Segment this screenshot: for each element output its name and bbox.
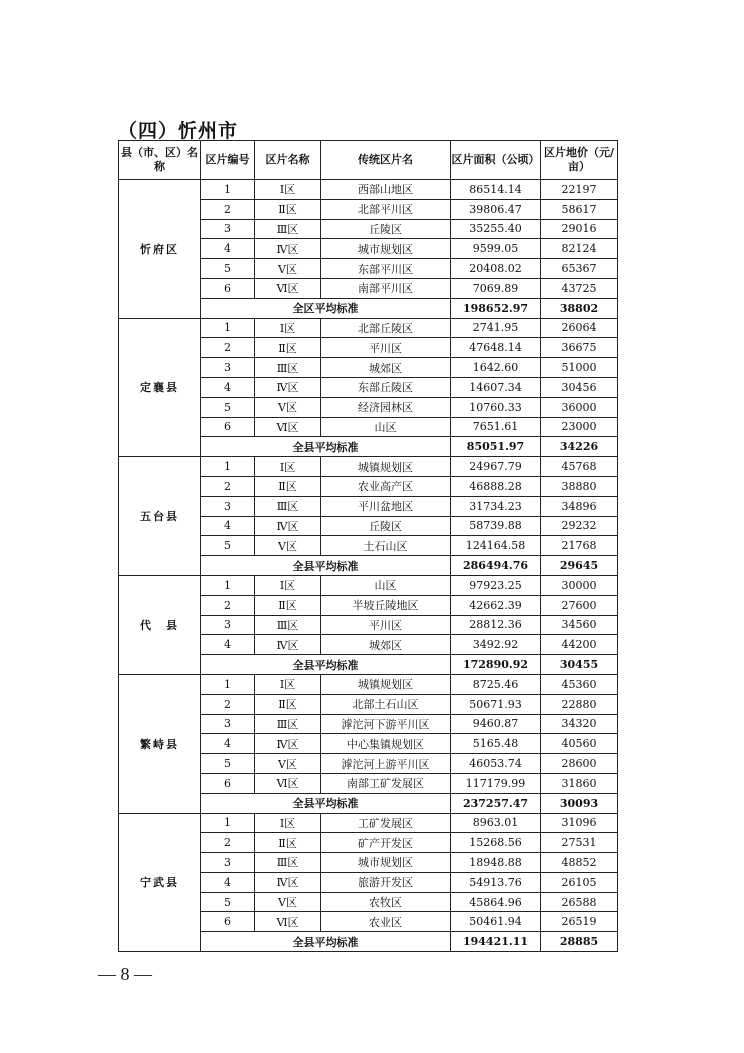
average-price: 30455 <box>541 655 618 675</box>
traditional-name-cell: 半坡丘陵地区 <box>321 595 451 615</box>
price-cell: 21768 <box>541 536 618 556</box>
zone-number-cell: 1 <box>201 180 255 200</box>
area-cell: 24967.79 <box>451 457 541 477</box>
zone-number-cell: 4 <box>201 734 255 754</box>
zone-number-cell: 2 <box>201 476 255 496</box>
zone-name-cell: Ⅵ区 <box>255 912 321 932</box>
page-title: （四）忻州市 <box>118 120 239 142</box>
traditional-name-cell: 土石山区 <box>321 536 451 556</box>
area-cell: 3492.92 <box>451 635 541 655</box>
area-cell: 54913.76 <box>451 872 541 892</box>
traditional-name-cell: 工矿发展区 <box>321 813 451 833</box>
traditional-name-cell: 城郊区 <box>321 358 451 378</box>
zone-number-cell: 4 <box>201 377 255 397</box>
header-county: 县（市、区）名称 <box>119 141 201 180</box>
area-cell: 46888.28 <box>451 476 541 496</box>
area-cell: 14607.34 <box>451 377 541 397</box>
traditional-name-cell: 旅游开发区 <box>321 872 451 892</box>
traditional-name-cell: 平川区 <box>321 338 451 358</box>
zone-number-cell: 2 <box>201 199 255 219</box>
table-row <box>119 318 618 338</box>
average-area: 286494.76 <box>451 556 541 576</box>
price-cell: 36000 <box>541 397 618 417</box>
zone-number-cell: 3 <box>201 615 255 635</box>
average-area: 172890.92 <box>451 655 541 675</box>
traditional-name-cell: 经济园林区 <box>321 397 451 417</box>
area-cell: 39806.47 <box>451 199 541 219</box>
traditional-name-cell: 丘陵区 <box>321 219 451 239</box>
county-name: 五台县 <box>119 457 201 576</box>
zone-number-cell: 4 <box>201 872 255 892</box>
price-cell: 26105 <box>541 872 618 892</box>
price-cell: 27600 <box>541 595 618 615</box>
traditional-name-cell: 滹沱河下游平川区 <box>321 714 451 734</box>
zone-number-cell: 1 <box>201 575 255 595</box>
zone-number-cell: 3 <box>201 853 255 873</box>
zone-number-cell: 1 <box>201 318 255 338</box>
header-price: 区片地价（元/亩） <box>541 141 618 180</box>
price-cell: 34560 <box>541 615 618 635</box>
area-cell: 124164.58 <box>451 536 541 556</box>
header-traditional-name: 传统区片名 <box>321 141 451 180</box>
county-name: 代 县 <box>119 575 201 674</box>
area-cell: 7069.89 <box>451 278 541 298</box>
average-area: 194421.11 <box>451 932 541 952</box>
zone-name-cell: Ⅵ区 <box>255 278 321 298</box>
average-label: 全县平均标准 <box>201 437 451 457</box>
traditional-name-cell: 山区 <box>321 417 451 437</box>
price-cell: 45768 <box>541 457 618 477</box>
zone-name-cell: Ⅰ区 <box>255 318 321 338</box>
price-cell: 30000 <box>541 575 618 595</box>
price-cell: 29016 <box>541 219 618 239</box>
area-cell: 8963.01 <box>451 813 541 833</box>
county-name: 忻府区 <box>119 180 201 319</box>
zone-name-cell: Ⅲ区 <box>255 714 321 734</box>
area-cell: 1642.60 <box>451 358 541 378</box>
area-cell: 46053.74 <box>451 754 541 774</box>
area-cell: 10760.33 <box>451 397 541 417</box>
price-cell: 31860 <box>541 773 618 793</box>
price-cell: 34896 <box>541 496 618 516</box>
price-cell: 26519 <box>541 912 618 932</box>
zone-name-cell: Ⅵ区 <box>255 417 321 437</box>
price-cell: 26588 <box>541 892 618 912</box>
zone-number-cell: 3 <box>201 358 255 378</box>
price-cell: 30456 <box>541 377 618 397</box>
zone-name-cell: Ⅱ区 <box>255 694 321 714</box>
area-cell: 97923.25 <box>451 575 541 595</box>
header-area: 区片面积（公顷） <box>451 141 541 180</box>
zone-name-cell: Ⅵ区 <box>255 773 321 793</box>
traditional-name-cell: 南部工矿发展区 <box>321 773 451 793</box>
zone-name-cell: Ⅴ区 <box>255 536 321 556</box>
average-price: 28885 <box>541 932 618 952</box>
average-label: 全区平均标准 <box>201 298 451 318</box>
zone-name-cell: Ⅱ区 <box>255 338 321 358</box>
zone-number-cell: 5 <box>201 259 255 279</box>
price-cell: 43725 <box>541 278 618 298</box>
average-label: 全县平均标准 <box>201 932 451 952</box>
area-cell: 15268.56 <box>451 833 541 853</box>
table-row <box>119 457 618 477</box>
county-name: 定襄县 <box>119 318 201 457</box>
traditional-name-cell: 西部山地区 <box>321 180 451 200</box>
zone-number-cell: 1 <box>201 457 255 477</box>
price-cell: 44200 <box>541 635 618 655</box>
county-name: 繁峙县 <box>119 674 201 813</box>
zone-name-cell: Ⅲ区 <box>255 496 321 516</box>
traditional-name-cell: 矿产开发区 <box>321 833 451 853</box>
traditional-name-cell: 东部丘陵区 <box>321 377 451 397</box>
zone-number-cell: 4 <box>201 635 255 655</box>
page-number: — 8 — <box>98 964 152 984</box>
area-cell: 7651.61 <box>451 417 541 437</box>
traditional-name-cell: 城镇规划区 <box>321 457 451 477</box>
traditional-name-cell: 城市规划区 <box>321 853 451 873</box>
price-cell: 38880 <box>541 476 618 496</box>
zone-number-cell: 2 <box>201 338 255 358</box>
zone-name-cell: Ⅰ区 <box>255 813 321 833</box>
zone-name-cell: Ⅲ区 <box>255 615 321 635</box>
area-cell: 45864.96 <box>451 892 541 912</box>
area-cell: 117179.99 <box>451 773 541 793</box>
traditional-name-cell: 丘陵区 <box>321 516 451 536</box>
zone-name-cell: Ⅳ区 <box>255 239 321 259</box>
area-cell: 9599.05 <box>451 239 541 259</box>
price-cell: 48852 <box>541 853 618 873</box>
area-cell: 9460.87 <box>451 714 541 734</box>
area-cell: 42662.39 <box>451 595 541 615</box>
zone-name-cell: Ⅱ区 <box>255 595 321 615</box>
area-cell: 18948.88 <box>451 853 541 873</box>
price-cell: 22880 <box>541 694 618 714</box>
zone-name-cell: Ⅳ区 <box>255 516 321 536</box>
traditional-name-cell: 东部平川区 <box>321 259 451 279</box>
price-cell: 36675 <box>541 338 618 358</box>
traditional-name-cell: 山区 <box>321 575 451 595</box>
price-cell: 40560 <box>541 734 618 754</box>
zone-name-cell: Ⅳ区 <box>255 635 321 655</box>
county-name: 宁武县 <box>119 813 201 952</box>
zone-number-cell: 2 <box>201 595 255 615</box>
traditional-name-cell: 北部丘陵区 <box>321 318 451 338</box>
zone-name-cell: Ⅴ区 <box>255 259 321 279</box>
average-area: 198652.97 <box>451 298 541 318</box>
zone-name-cell: Ⅰ区 <box>255 180 321 200</box>
area-cell: 86514.14 <box>451 180 541 200</box>
average-price: 29645 <box>541 556 618 576</box>
average-label: 全县平均标准 <box>201 556 451 576</box>
traditional-name-cell: 农业区 <box>321 912 451 932</box>
traditional-name-cell: 农业高产区 <box>321 476 451 496</box>
zone-name-cell: Ⅴ区 <box>255 892 321 912</box>
traditional-name-cell: 滹沱河上游平川区 <box>321 754 451 774</box>
area-cell: 8725.46 <box>451 674 541 694</box>
traditional-name-cell: 城市规划区 <box>321 239 451 259</box>
header-zone-no: 区片编号 <box>201 141 255 180</box>
zone-number-cell: 3 <box>201 496 255 516</box>
traditional-name-cell: 平川盆地区 <box>321 496 451 516</box>
zone-name-cell: Ⅰ区 <box>255 575 321 595</box>
zone-number-cell: 6 <box>201 912 255 932</box>
area-cell: 50671.93 <box>451 694 541 714</box>
zone-number-cell: 3 <box>201 714 255 734</box>
table-row <box>119 575 618 595</box>
average-price: 34226 <box>541 437 618 457</box>
zone-number-cell: 1 <box>201 674 255 694</box>
table-row <box>119 180 618 200</box>
area-cell: 47648.14 <box>451 338 541 358</box>
traditional-name-cell: 中心集镇规划区 <box>321 734 451 754</box>
table-row <box>119 674 618 694</box>
zone-number-cell: 5 <box>201 754 255 774</box>
average-area: 237257.47 <box>451 793 541 813</box>
zone-name-cell: Ⅱ区 <box>255 476 321 496</box>
average-label: 全县平均标准 <box>201 793 451 813</box>
price-cell: 58617 <box>541 199 618 219</box>
price-cell: 34320 <box>541 714 618 734</box>
traditional-name-cell: 农牧区 <box>321 892 451 912</box>
zone-name-cell: Ⅲ区 <box>255 853 321 873</box>
zone-number-cell: 5 <box>201 892 255 912</box>
traditional-name-cell: 平川区 <box>321 615 451 635</box>
zone-number-cell: 2 <box>201 833 255 853</box>
traditional-name-cell: 城镇规划区 <box>321 674 451 694</box>
average-price: 38802 <box>541 298 618 318</box>
traditional-name-cell: 北部平川区 <box>321 199 451 219</box>
area-cell: 28812.36 <box>451 615 541 635</box>
table-body <box>119 180 618 952</box>
traditional-name-cell: 城郊区 <box>321 635 451 655</box>
zone-number-cell: 2 <box>201 694 255 714</box>
price-cell: 31096 <box>541 813 618 833</box>
area-cell: 31734.23 <box>451 496 541 516</box>
zone-number-cell: 5 <box>201 536 255 556</box>
price-cell: 65367 <box>541 259 618 279</box>
zone-number-cell: 6 <box>201 417 255 437</box>
area-cell: 58739.88 <box>451 516 541 536</box>
zone-number-cell: 5 <box>201 397 255 417</box>
table-header-row <box>119 141 618 180</box>
zone-number-cell: 6 <box>201 278 255 298</box>
traditional-name-cell: 南部平川区 <box>321 278 451 298</box>
header-zone-name: 区片名称 <box>255 141 321 180</box>
area-cell: 50461.94 <box>451 912 541 932</box>
price-cell: 45360 <box>541 674 618 694</box>
zone-number-cell: 6 <box>201 773 255 793</box>
price-cell: 27531 <box>541 833 618 853</box>
average-area: 85051.97 <box>451 437 541 457</box>
area-cell: 5165.48 <box>451 734 541 754</box>
average-price: 30093 <box>541 793 618 813</box>
table-row <box>119 813 618 833</box>
area-cell: 2741.95 <box>451 318 541 338</box>
zone-number-cell: 1 <box>201 813 255 833</box>
zone-name-cell: Ⅱ区 <box>255 199 321 219</box>
traditional-name-cell: 北部土石山区 <box>321 694 451 714</box>
zone-name-cell: Ⅰ区 <box>255 674 321 694</box>
area-cell: 35255.40 <box>451 219 541 239</box>
area-cell: 20408.02 <box>451 259 541 279</box>
price-cell: 51000 <box>541 358 618 378</box>
price-cell: 82124 <box>541 239 618 259</box>
average-label: 全县平均标准 <box>201 655 451 675</box>
zone-number-cell: 4 <box>201 516 255 536</box>
price-cell: 26064 <box>541 318 618 338</box>
zone-name-cell: Ⅲ区 <box>255 219 321 239</box>
zone-name-cell: Ⅳ区 <box>255 734 321 754</box>
zone-number-cell: 4 <box>201 239 255 259</box>
zone-name-cell: Ⅲ区 <box>255 358 321 378</box>
price-cell: 22197 <box>541 180 618 200</box>
zone-name-cell: Ⅰ区 <box>255 457 321 477</box>
zone-name-cell: Ⅳ区 <box>255 377 321 397</box>
zone-name-cell: Ⅴ区 <box>255 754 321 774</box>
price-cell: 23000 <box>541 417 618 437</box>
zone-name-cell: Ⅴ区 <box>255 397 321 417</box>
zone-number-cell: 3 <box>201 219 255 239</box>
zone-name-cell: Ⅳ区 <box>255 872 321 892</box>
price-cell: 28600 <box>541 754 618 774</box>
land-price-table <box>118 140 618 952</box>
zone-name-cell: Ⅱ区 <box>255 833 321 853</box>
price-cell: 29232 <box>541 516 618 536</box>
